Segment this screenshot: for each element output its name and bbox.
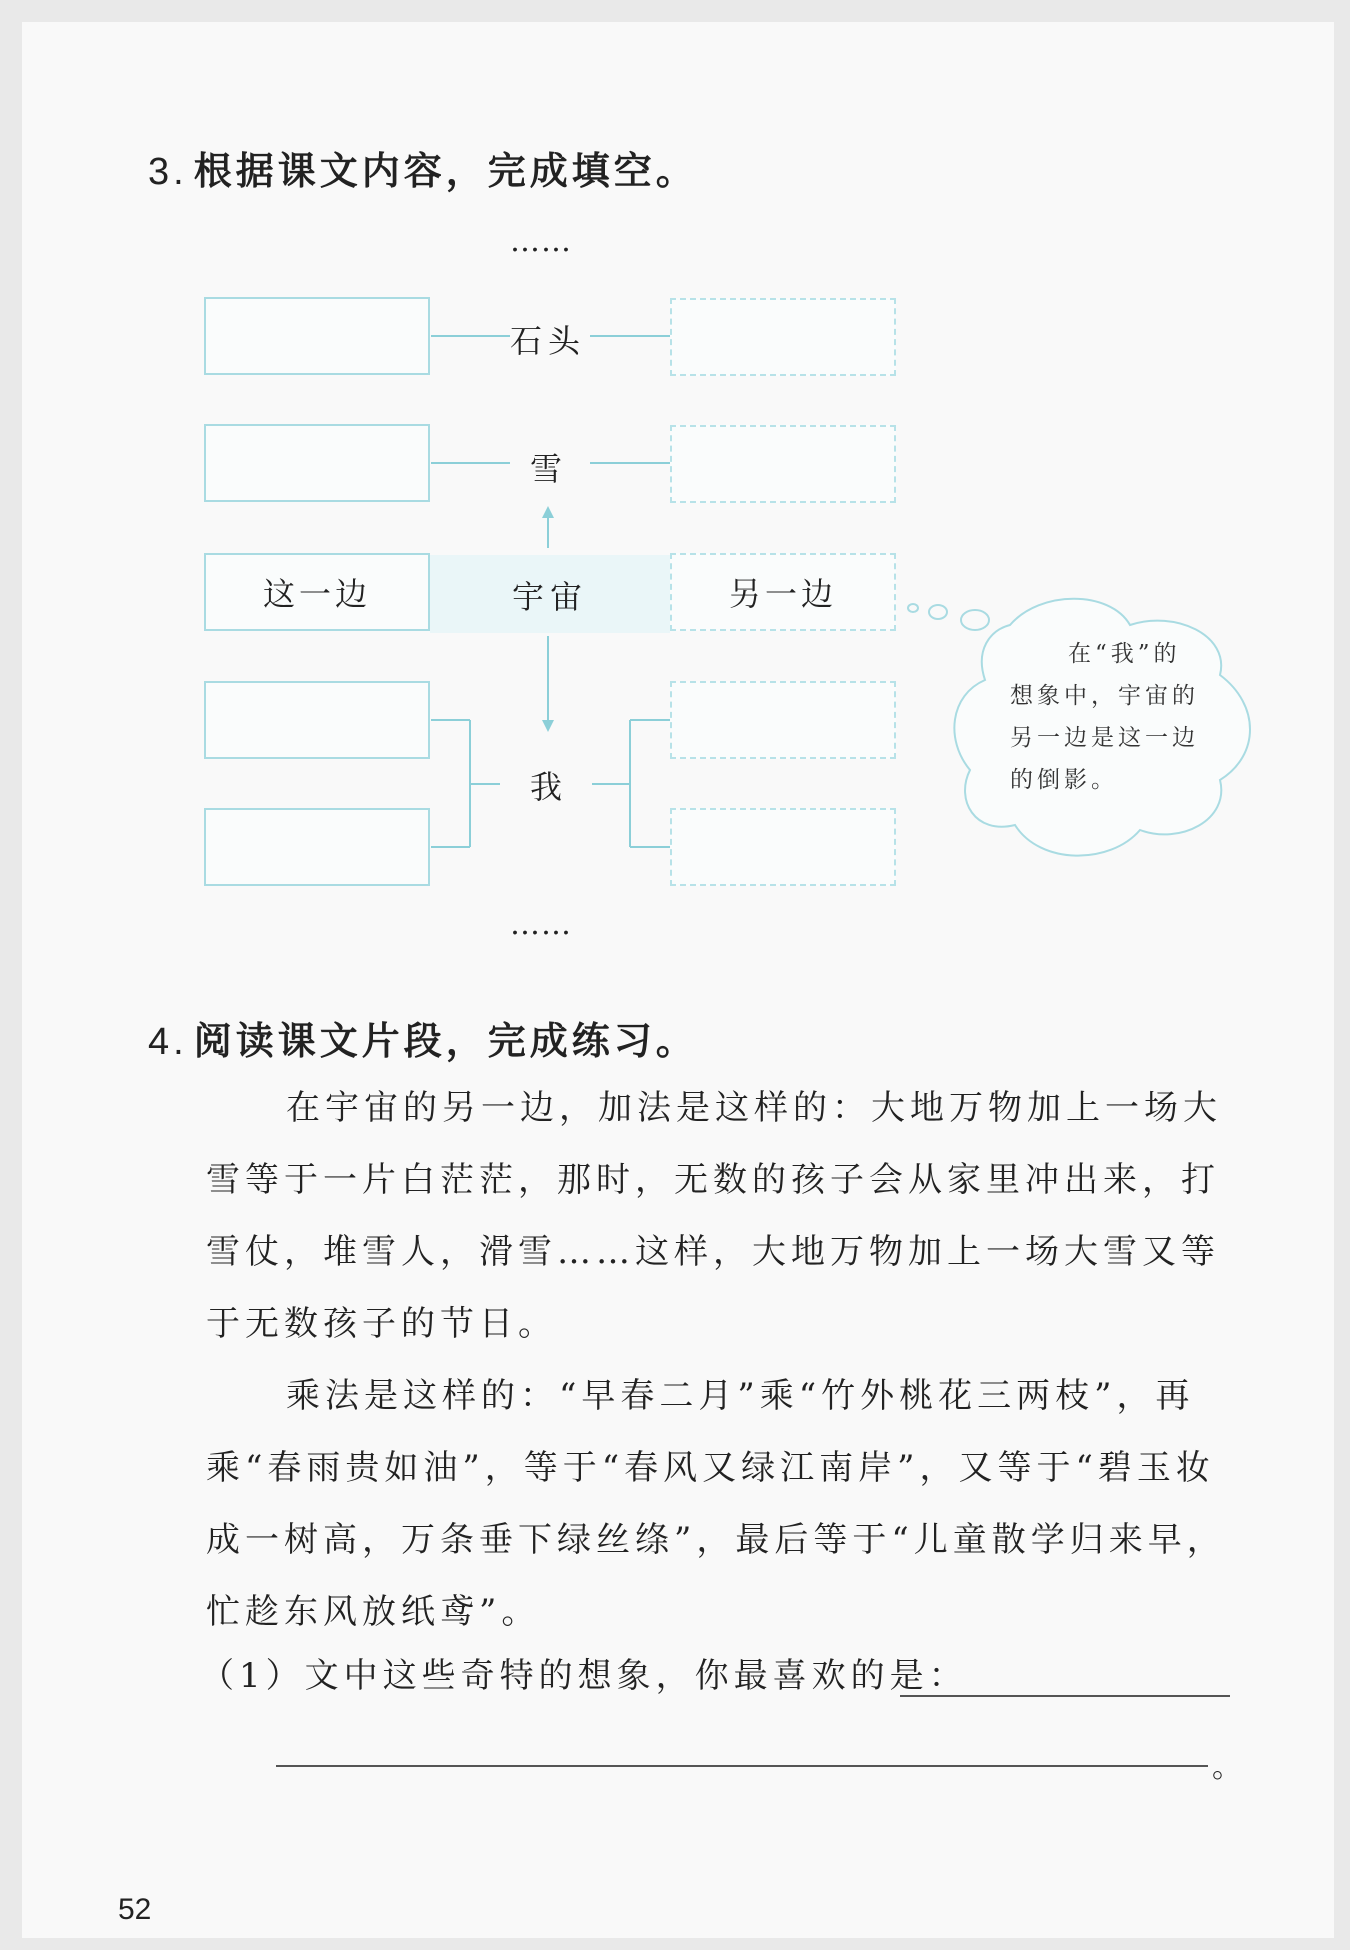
left-blank-box-snow[interactable] <box>204 424 430 502</box>
other-side-label: 另一边 <box>728 575 837 613</box>
thought-dot-small <box>908 604 918 612</box>
this-side-box <box>204 553 430 631</box>
right-blank-box-me-1[interactable] <box>670 681 896 759</box>
bubble-line-4: 的倒影。 <box>1010 767 1118 793</box>
question-4-number: 4. <box>148 1021 188 1063</box>
right-blank-box-me-2[interactable] <box>670 808 896 886</box>
answer-line-1[interactable] <box>900 1695 1230 1697</box>
bubble-line-1: 在“我”的 <box>1068 641 1181 667</box>
passage-paragraph-1: 在宇宙的另一边，加法是这样的：大地万物加上一场大雪等于一片白茫茫，那时，无数的孩子会从家里冲出来，打雪仗，堆雪人，滑雪……这样，大地万物加上一场大雪又等于无数孩子的节日。 <box>206 1088 1222 1344</box>
other-side-box <box>670 553 896 631</box>
left-blank-box-me-2[interactable] <box>204 808 430 886</box>
sub-question-1: （1）文中这些奇特的想象，你最喜欢的是： <box>200 1656 968 1696</box>
arrow-up-icon <box>542 506 554 518</box>
this-side-label: 这一边 <box>262 575 371 613</box>
passage-paragraph-2: 乘法是这样的：“早春二月”乘“竹外桃花三两枝”，再乘“春雨贵如油”，等于“春风又绿江南岸”，又等于“碧玉妆成一树高，万条垂下绿丝绦”，最后等于“儿童散学归来早，忙趁东风放纸鸢”。 <box>206 1376 1226 1632</box>
thought-dot-medium <box>929 605 947 619</box>
end-mark: 。 <box>1212 1750 1242 1785</box>
question-3-title: 根据课文内容，完成填空。 <box>193 148 698 193</box>
page-number: 52 <box>118 1893 152 1926</box>
passage <box>206 1072 1236 1648</box>
left-blank-box-me-1[interactable] <box>204 681 430 759</box>
question-4-title: 阅读课文片段，完成练习。 <box>193 1018 698 1063</box>
me-label: 我 <box>530 768 569 806</box>
universe-label: 宇宙 <box>512 578 589 616</box>
stone-label: 石头 <box>510 322 587 360</box>
question-3-number: 3. <box>148 151 188 193</box>
question-4-heading <box>148 1010 698 1065</box>
right-blank-box-snow[interactable] <box>670 425 896 503</box>
ellipsis-bottom: …… <box>510 907 572 942</box>
bubble-line-2: 想象中，宇宙的 <box>1010 683 1199 709</box>
bubble-line-3: 另一边是这一边 <box>1010 725 1199 751</box>
ellipsis-top: …… <box>510 224 572 259</box>
arrow-down-icon <box>542 720 554 732</box>
left-blank-box-stone[interactable] <box>204 297 430 375</box>
right-blank-box-stone[interactable] <box>670 298 896 376</box>
thought-dot-large <box>961 610 989 630</box>
answer-line-2[interactable] <box>276 1765 1208 1767</box>
snow-label: 雪 <box>530 450 569 488</box>
